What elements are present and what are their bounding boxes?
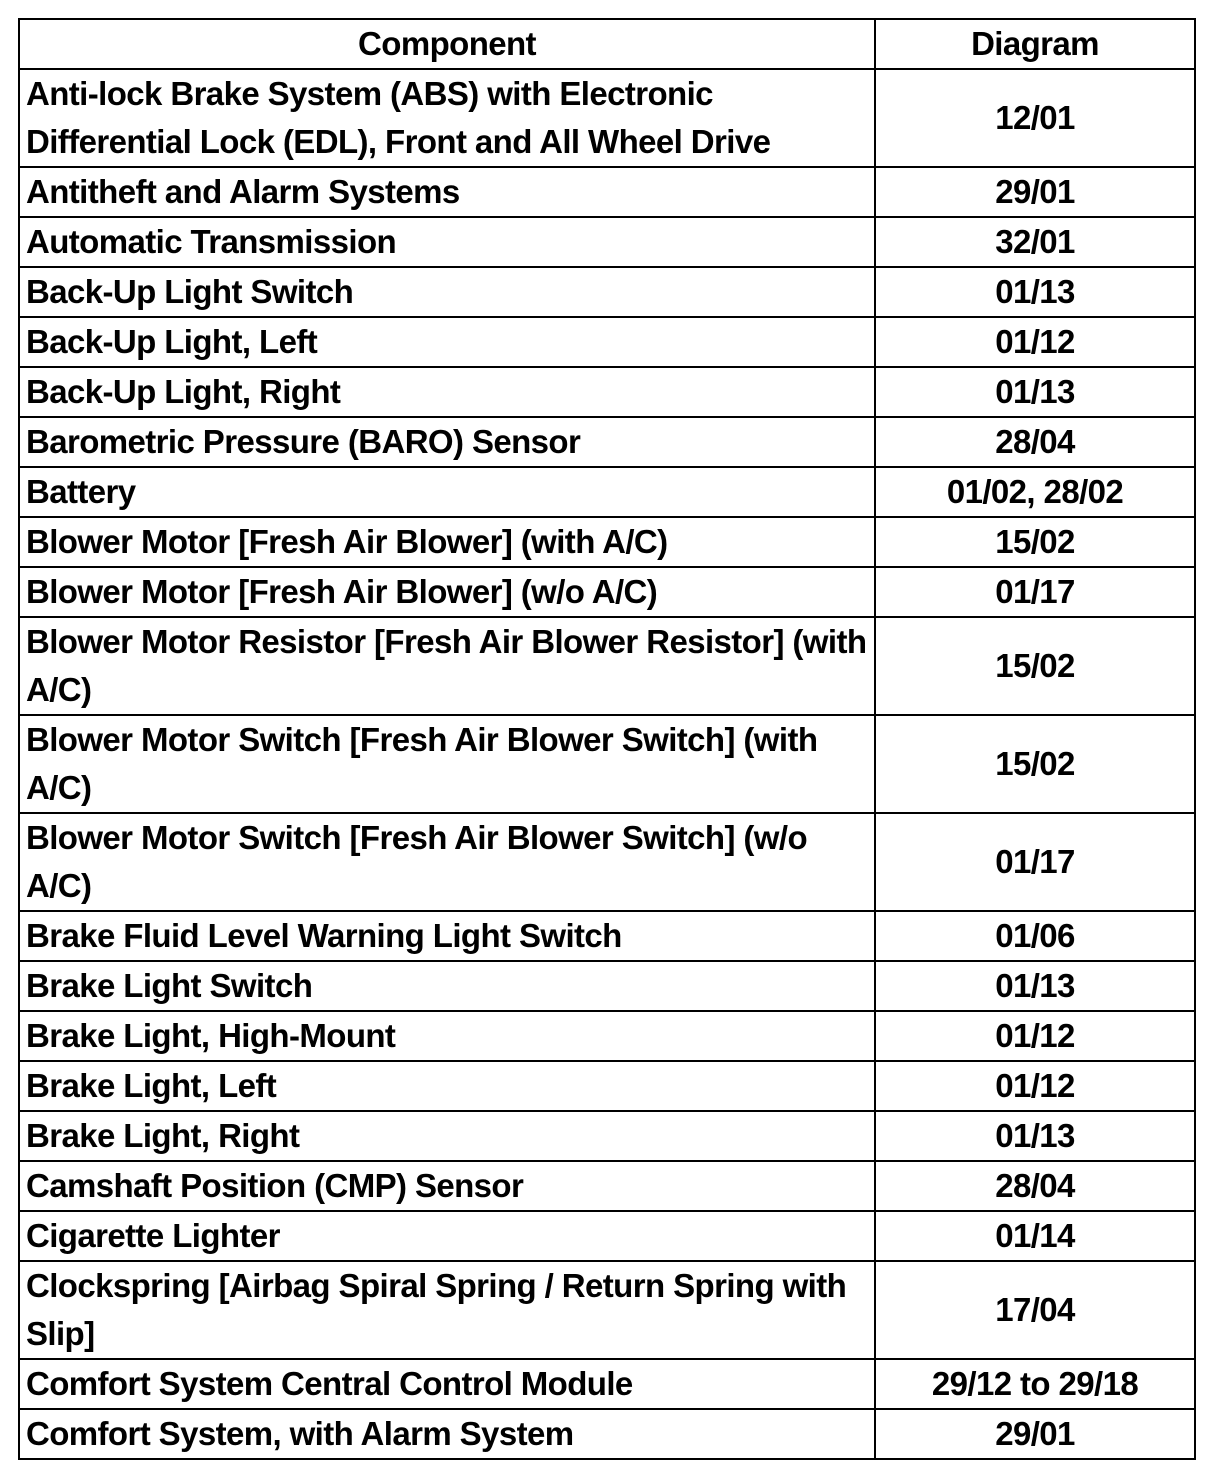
- component-cell: Automatic Transmission: [19, 217, 875, 267]
- diagram-cell: 01/12: [875, 1061, 1195, 1111]
- table-row: [19, 69, 1195, 167]
- component-cell: Blower Motor Switch [Fresh Air Blower Switch] (w/o A/C): [19, 813, 875, 911]
- component-cell: Antitheft and Alarm Systems: [19, 167, 875, 217]
- diagram-cell: 01/13: [875, 267, 1195, 317]
- diagram-cell: 01/02, 28/02: [875, 467, 1195, 517]
- table-row: [19, 367, 1195, 417]
- component-cell: Back-Up Light, Right: [19, 367, 875, 417]
- table-row: [19, 217, 1195, 267]
- table-row: [19, 317, 1195, 367]
- component-cell: Battery: [19, 467, 875, 517]
- table-row: [19, 1409, 1195, 1459]
- component-cell: Brake Light, High-Mount: [19, 1011, 875, 1061]
- table-row: [19, 961, 1195, 1011]
- table-row: [19, 267, 1195, 317]
- diagram-cell: 29/01: [875, 167, 1195, 217]
- column-header-diagram: Diagram: [875, 19, 1195, 69]
- diagram-cell: 01/13: [875, 961, 1195, 1011]
- table-row: [19, 567, 1195, 617]
- diagram-cell: 01/17: [875, 567, 1195, 617]
- component-cell: Barometric Pressure (BARO) Sensor: [19, 417, 875, 467]
- table-body: [19, 69, 1195, 1459]
- diagram-cell: 01/12: [875, 317, 1195, 367]
- component-cell: Cigarette Lighter: [19, 1211, 875, 1261]
- table-row: [19, 1111, 1195, 1161]
- diagram-cell: 29/12 to 29/18: [875, 1359, 1195, 1409]
- table-row: [19, 911, 1195, 961]
- table-row: [19, 1261, 1195, 1359]
- table-row: [19, 467, 1195, 517]
- component-cell: Comfort System, with Alarm System: [19, 1409, 875, 1459]
- component-cell: Anti-lock Brake System (ABS) with Electronic Differential Lock (EDL), Front and All Wheel Drive: [19, 69, 875, 167]
- component-cell: Clockspring [Airbag Spiral Spring / Return Spring with Slip]: [19, 1261, 875, 1359]
- diagram-cell: 29/01: [875, 1409, 1195, 1459]
- component-cell: Camshaft Position (CMP) Sensor: [19, 1161, 875, 1211]
- diagram-cell: 32/01: [875, 217, 1195, 267]
- diagram-cell: 15/02: [875, 715, 1195, 813]
- table-row: [19, 1011, 1195, 1061]
- diagram-cell: 01/13: [875, 1111, 1195, 1161]
- column-header-component: Component: [19, 19, 875, 69]
- component-cell: Brake Light, Right: [19, 1111, 875, 1161]
- diagram-cell: 28/04: [875, 417, 1195, 467]
- table-row: [19, 1161, 1195, 1211]
- table-header-row: [19, 19, 1195, 69]
- diagram-cell: 15/02: [875, 617, 1195, 715]
- diagram-cell: 01/14: [875, 1211, 1195, 1261]
- component-cell: Blower Motor [Fresh Air Blower] (w/o A/C): [19, 567, 875, 617]
- component-cell: Brake Light Switch: [19, 961, 875, 1011]
- component-cell: Brake Light, Left: [19, 1061, 875, 1111]
- diagram-cell: 01/06: [875, 911, 1195, 961]
- table-row: [19, 813, 1195, 911]
- diagram-cell: 01/13: [875, 367, 1195, 417]
- diagram-cell: 28/04: [875, 1161, 1195, 1211]
- table-row: [19, 1211, 1195, 1261]
- diagram-cell: 01/12: [875, 1011, 1195, 1061]
- diagram-cell: 15/02: [875, 517, 1195, 567]
- component-cell: Back-Up Light, Left: [19, 317, 875, 367]
- table-row: [19, 715, 1195, 813]
- component-cell: Blower Motor Resistor [Fresh Air Blower Resistor] (with A/C): [19, 617, 875, 715]
- component-diagram-table: [18, 18, 1196, 1460]
- diagram-cell: 01/17: [875, 813, 1195, 911]
- table-row: [19, 1061, 1195, 1111]
- table-row: [19, 517, 1195, 567]
- table-row: [19, 1359, 1195, 1409]
- table-row: [19, 617, 1195, 715]
- component-cell: Brake Fluid Level Warning Light Switch: [19, 911, 875, 961]
- component-cell: Comfort System Central Control Module: [19, 1359, 875, 1409]
- table-row: [19, 167, 1195, 217]
- diagram-cell: 17/04: [875, 1261, 1195, 1359]
- component-cell: Blower Motor Switch [Fresh Air Blower Switch] (with A/C): [19, 715, 875, 813]
- component-cell: Blower Motor [Fresh Air Blower] (with A/C): [19, 517, 875, 567]
- diagram-cell: 12/01: [875, 69, 1195, 167]
- table-row: [19, 417, 1195, 467]
- component-cell: Back-Up Light Switch: [19, 267, 875, 317]
